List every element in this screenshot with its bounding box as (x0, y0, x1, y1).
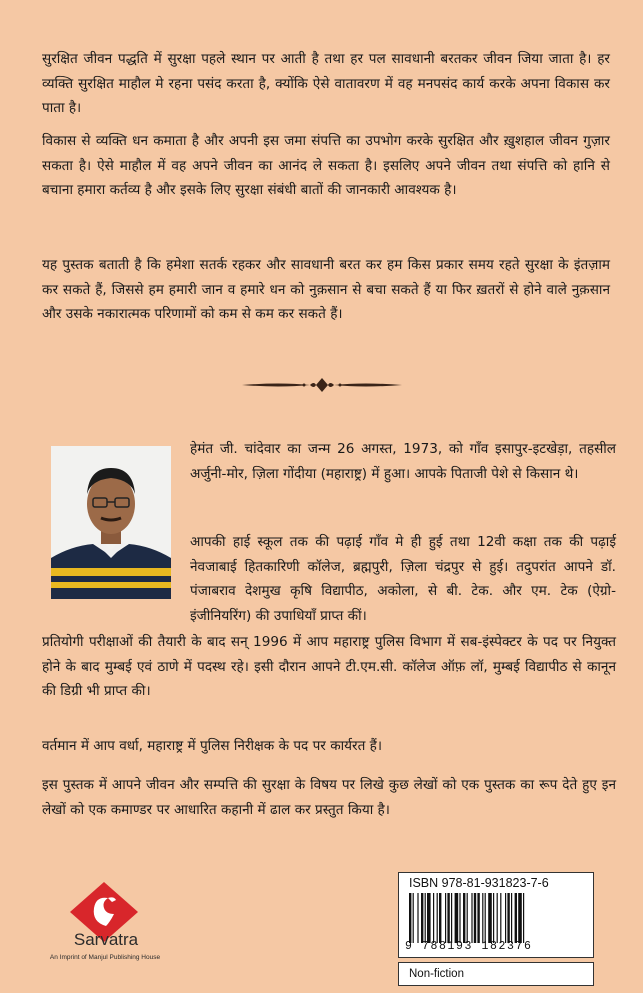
barcode-bar (505, 893, 506, 943)
author-bio-current: वर्तमान में आप वर्धा, महाराष्ट्र में पुलिस निरीक्षक के पद पर कार्यरत हैं। (42, 738, 383, 754)
barcode-bar (471, 893, 472, 943)
barcode-bar (515, 893, 517, 943)
barcode-bar (477, 893, 479, 943)
barcode-bar (437, 893, 438, 943)
barcode-bar (427, 893, 431, 943)
barcode-bar (500, 893, 501, 943)
barcode-bar (445, 893, 446, 943)
intro-paragraph-2: विकास से व्यक्ति धन कमाता है और अपनी इस जमा संपत्ति का उपभोग करके सुरक्षित और ख़ुशहाल जीवन गुज़ार सकता है। ऐसे माहौल में वह अपने जीवन का आनंद ले सकता है। इसलिए अपने जीवन तथा संपत्ति को हानि से बचाना हमारा कर्तव्य है और इसके लिए सुरक्षा संबंधी बातों की जानकारी आवश्यक है। (42, 133, 610, 198)
author-bio-career: प्रतियोगी परीक्षाओं की तैयारी के बाद सन् 1996 में आप महाराष्ट्र पुलिस विभाग में सब-इंस्पेक्टर के पद पर नियुक्त होने के बाद मुम्बई एवं ठाणे में पदस्थ रहे। इसी दौरान आपने टी.एम.सी. कॉलेज ऑफ़ लॉ, मुम्बई विद्यापीठ से कानून की डिग्री भी प्राप्त की। (42, 634, 616, 699)
barcode (407, 893, 585, 943)
barcode-bar (433, 893, 434, 943)
barcode-bar (467, 893, 468, 943)
author-bio-book: इस पुस्तक में आपने जीवन और सम्पत्ति की सुरक्षा के विषय पर लिखे कुछ लेखों को एक पुस्तक का रूप देते हुए इन लेखों को एक कमाण्डर पर आधारित कहानी में ढाल कर प्रस्तुत किया है। (42, 777, 616, 818)
barcode-bar (421, 893, 423, 943)
barcode-bar (493, 893, 494, 943)
barcode-bar (507, 893, 509, 943)
barcode-bar (511, 893, 512, 943)
divider-ornament (240, 374, 404, 396)
barcode-bar (413, 893, 414, 943)
barcode-bar (518, 893, 522, 943)
publisher-tagline: An Imprint of Manjul Publishing House (49, 954, 161, 961)
barcode-bar (463, 893, 465, 943)
isbn-barcode-box (398, 872, 594, 958)
barcode-bar (485, 893, 486, 943)
genre-box (398, 962, 594, 986)
author-bio-birth: हेमंत जी. चांदेवार का जन्म 26 अगस्त, 1973, को गाँव इसापुर-इटखेड़ा, तहसील अर्जुनी-मोर, ज़िला गोंदीया (महाराष्ट्र) में हुआ। आपके पिताजी पेशे से किसान थे। (190, 441, 616, 482)
intro-paragraph-3: यह पुस्तक बताती है कि हमेशा सतर्क रहकर और सावधानी बरत कर हम किस प्रकार समय रहते सुरक्षा के इंतज़ाम कर सकते हैं, जिससे हम हमारी जान व हमारे धन को नुक़सान से बचा सकते हैं या फिर ख़तरों से होने वाले नुक़सान और उसके नकारात्मक परिणामों को कम से कम कर सकते हैं। (42, 257, 610, 322)
intro-paragraph-1: सुरक्षित जीवन पद्धति में सुरक्षा पहले स्थान पर आती है तथा हर पल सावधानी बरतकर जीवन जिया जाता है। हर व्यक्ति सुरक्षित माहौल मे रहना पसंद करता है, क्योंकि ऐसे वातावरण में वह मनपसंद कार्य करके अपना विकास कर पाता है। (42, 51, 610, 116)
isbn-label: ISBN 978-81-931823-7-6 (409, 876, 549, 890)
barcode-bar (459, 893, 460, 943)
barcode-bar (523, 893, 524, 943)
barcode-bar (425, 893, 426, 943)
barcode-bar (474, 893, 476, 943)
barcode-bar (451, 893, 452, 943)
barcode-bar (447, 893, 449, 943)
barcode-bar (497, 893, 498, 943)
genre-label: Non-fiction (409, 968, 464, 980)
author-photo (51, 446, 171, 599)
barcode-bar (455, 893, 459, 943)
publisher-name: Sarvatra (73, 930, 139, 949)
barcode-bar (417, 893, 418, 943)
barcode-bar (488, 893, 492, 943)
barcode-bar (409, 893, 411, 943)
isbn-digits: 9 788193 182376 (405, 940, 533, 953)
barcode-bar (439, 893, 441, 943)
author-bio-education: आपकी हाई स्कूल तक की पढ़ाई गाँव मे ही हुई तथा 12वी कक्षा तक की पढ़ाई नेवजाबाई हितकारिणी कॉलेज, ब्रह्मपुरी, ज़िला चंद्रपुर से हुई। तदुपरांत आपने डॉ. पंजाबराव देशमुख कृषि विद्यापीठ, अकोला, से बी. टेक. और एम. टेक (ऐग्रो-इंजीनियरिंग) की उपाधियाँ प्राप्त कीं। (190, 534, 616, 624)
barcode-bar (482, 893, 483, 943)
